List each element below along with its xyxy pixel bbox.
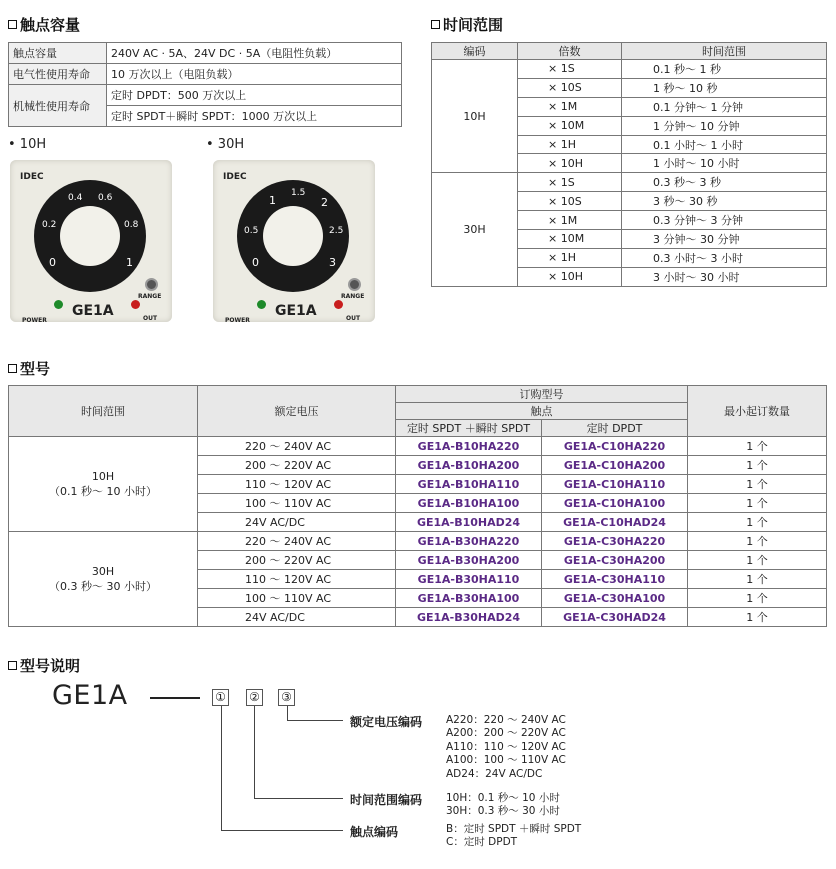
table-row: × 10M 1 分钟～ 10 分钟 <box>432 116 827 135</box>
time-code-label: 时间范围编码 <box>350 793 423 807</box>
table-row: 100 ～ 110V AC GE1A-B30HA100 GE1A-C30HA100 1 个 <box>9 589 827 608</box>
power-led-icon <box>54 300 63 309</box>
table-header-row: 编码 倍数 时间范围 <box>432 43 827 60</box>
table-row: × 10H 3 小时～ 30 小时 <box>432 267 827 286</box>
contact-capacity-table <box>8 42 402 127</box>
contact-code-label: 触点编码 <box>350 825 399 839</box>
out-led-icon <box>131 300 140 309</box>
connector-line <box>287 706 288 720</box>
contact-capacity-title: 触点容量 <box>8 14 80 35</box>
code-box-2: ② <box>246 689 263 706</box>
device-10h-image: IDEC 0.4 0.6 0.2 0.8 0 1 RANGE POWER GE1A OUT <box>10 160 172 322</box>
table-row: 机械性使用寿命 定时 DPDT：500 万次以上 <box>9 85 402 106</box>
range-knob-icon <box>348 278 361 291</box>
prefix-dash <box>150 697 200 699</box>
table-row: 200 ～ 220V AC GE1A-B10HA200 GE1A-C10HA200 1 个 <box>9 456 827 475</box>
table-row: × 10S 1 秒～ 10 秒 <box>432 78 827 97</box>
voltage-code-label: 额定电压编码 <box>350 715 423 729</box>
table-row: 110 ～ 120V AC GE1A-B30HA110 GE1A-C30HA110 1 个 <box>9 570 827 589</box>
voltage-code-list: A220：220 ～ 240V AC A200：200 ～ 220V AC A110：110 ～ 120V AC A100：100 ～ 110V AC AD24：24V AC/DC <box>446 714 566 780</box>
code-box-3: ③ <box>278 689 295 706</box>
table-row: 定时 SPDT＋瞬时 SPDT：1000 万次以上 <box>9 106 402 127</box>
table-row: × 1M 0.3 分钟～ 3 分钟 <box>432 211 827 230</box>
out-led-icon <box>334 300 343 309</box>
time-range-title: 时间范围 <box>431 14 503 35</box>
table-header-row: 触点 <box>9 403 827 420</box>
table-header-row: 定时 SPDT ＋瞬时 SPDT 定时 DPDT <box>9 420 827 437</box>
model-prefix: GE1A <box>52 680 128 711</box>
connector-line <box>287 720 343 721</box>
connector-line <box>221 830 343 831</box>
table-row: × 1H 0.1 小时～ 1 小时 <box>432 135 827 154</box>
power-led-icon <box>257 300 266 309</box>
device-30h-caption: • 30H <box>206 137 245 152</box>
table-row: 110 ～ 120V AC GE1A-B10HA110 GE1A-C10HA110 1 个 <box>9 475 827 494</box>
connector-line <box>221 706 222 830</box>
table-header-row: 时间范围 额定电压 订购型号 最小起订数量 <box>9 386 827 403</box>
table-row: × 10H 1 小时～ 10 小时 <box>432 154 827 173</box>
time-range-table <box>431 42 827 287</box>
table-row: 电气性使用寿命 10 万次以上（电阻负载） <box>9 64 402 85</box>
table-row: 10H × 1S 0.1 秒～ 1 秒 <box>432 60 827 79</box>
table-row: × 1H 0.3 小时～ 3 小时 <box>432 248 827 267</box>
model-title: 型号 <box>8 358 50 379</box>
time-code-list: 10H：0.1 秒～ 10 小时 30H：0.3 秒～ 30 小时 <box>446 792 560 818</box>
device-10h-caption: • 10H <box>8 137 47 152</box>
table-row: × 10M 3 分钟～ 30 分钟 <box>432 230 827 249</box>
table-row: 触点容量 240V AC · 5A、24V DC · 5A（电阻性负载） <box>9 43 402 64</box>
connector-line <box>254 798 343 799</box>
code-box-1: ① <box>212 689 229 706</box>
table-row: 24V AC/DC GE1A-B30HAD24 GE1A-C30HAD24 1 个 <box>9 608 827 627</box>
dial: 1 1.5 2 0.5 2.5 0 3 <box>237 180 349 292</box>
table-row: 10H （0.1 秒～ 10 小时） 220 ～ 240V AC GE1A-B10HA220 GE1A-C10HA220 1 个 <box>9 437 827 456</box>
device-30h-image: IDEC 1 1.5 2 0.5 2.5 0 3 RANGE POWER GE1A OUT <box>213 160 375 322</box>
table-row: × 10S 3 秒～ 30 秒 <box>432 192 827 211</box>
table-row: 200 ～ 220V AC GE1A-B30HA200 GE1A-C30HA200 1 个 <box>9 551 827 570</box>
dial: 0.4 0.6 0.2 0.8 0 1 <box>34 180 146 292</box>
model-explain-title: 型号说明 <box>8 655 80 676</box>
connector-line <box>254 706 255 798</box>
table-row: × 1M 0.1 分钟～ 1 分钟 <box>432 97 827 116</box>
table-row: 100 ～ 110V AC GE1A-B10HA100 GE1A-C10HA100 1 个 <box>9 494 827 513</box>
range-knob-icon <box>145 278 158 291</box>
table-row: 24V AC/DC GE1A-B10HAD24 GE1A-C10HAD24 1 个 <box>9 513 827 532</box>
model-table <box>8 385 827 627</box>
table-row: 30H × 1S 0.3 秒～ 3 秒 <box>432 173 827 192</box>
table-row: 30H （0.3 秒～ 30 小时） 220 ～ 240V AC GE1A-B30HA220 GE1A-C30HA220 1 个 <box>9 532 827 551</box>
contact-code-list: B：定时 SPDT ＋瞬时 SPDT C：定时 DPDT <box>446 823 582 849</box>
